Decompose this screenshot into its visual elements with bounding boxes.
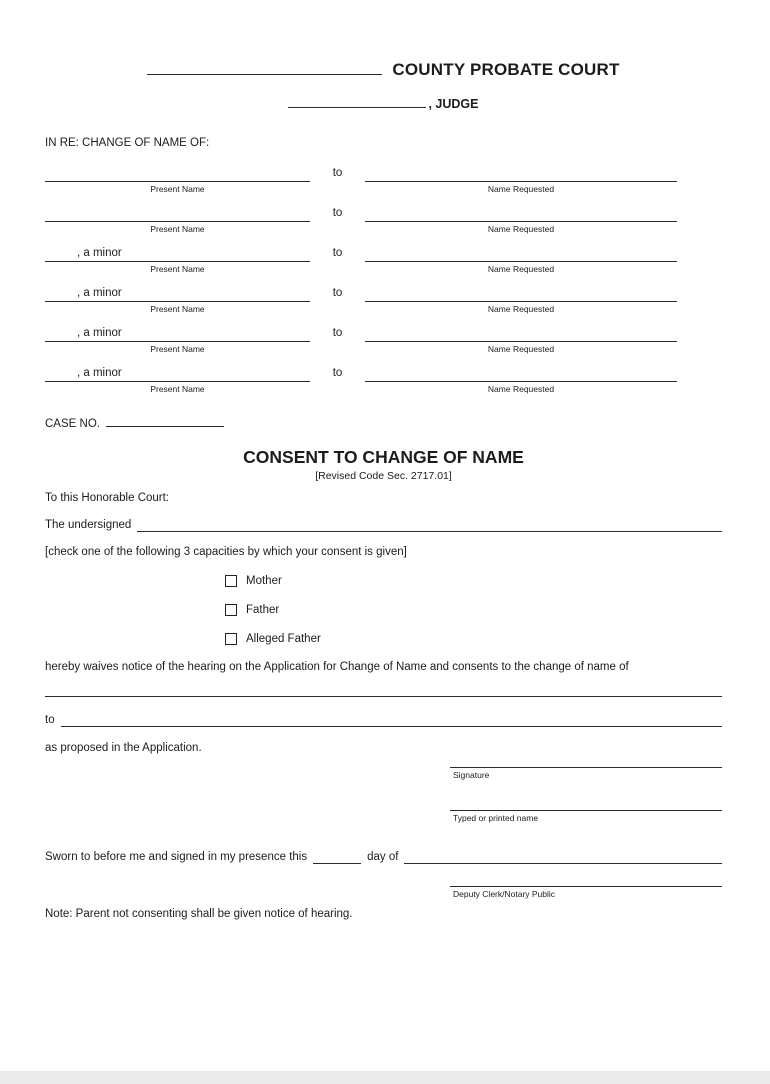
form-title: CONSENT TO CHANGE OF NAME bbox=[243, 447, 524, 467]
name-row bbox=[45, 285, 722, 315]
sworn-text: Sworn to before me and signed in my presence this bbox=[45, 851, 308, 863]
father-checkbox[interactable] bbox=[225, 604, 237, 616]
notary-label: Deputy Clerk/Notary Public bbox=[453, 889, 556, 899]
to-connector: to bbox=[332, 287, 343, 299]
to-connector: to bbox=[332, 247, 343, 259]
name-row bbox=[45, 165, 722, 195]
name-requested-label: Name Requested bbox=[487, 264, 555, 274]
name-requested-line[interactable] bbox=[365, 325, 677, 342]
name-row bbox=[45, 245, 722, 275]
name-requested-label: Name Requested bbox=[487, 304, 555, 314]
name-requested-label: Name Requested bbox=[487, 384, 555, 394]
undersigned-label: The undersigned bbox=[45, 519, 132, 531]
judge-name-line[interactable] bbox=[288, 94, 426, 108]
name-requested-line[interactable] bbox=[365, 245, 677, 262]
alleged-father-checkbox[interactable] bbox=[225, 633, 237, 645]
mother-checkbox-label: Mother bbox=[246, 575, 282, 587]
month-year-line[interactable] bbox=[404, 850, 722, 864]
page-bottom-edge bbox=[0, 1071, 770, 1084]
proposed-text: as proposed in the Application. bbox=[45, 742, 202, 754]
notary-block bbox=[450, 873, 722, 900]
present-name-line[interactable] bbox=[45, 245, 310, 262]
in-re-heading: IN RE: CHANGE OF NAME OF: bbox=[45, 137, 210, 149]
capacity-list bbox=[225, 574, 722, 646]
typed-name-line[interactable] bbox=[450, 797, 722, 811]
name-requested-line[interactable] bbox=[365, 205, 677, 222]
present-name-label: Present Name bbox=[150, 224, 205, 234]
minor-prefix: , a minor bbox=[77, 327, 122, 339]
judge-header bbox=[45, 94, 722, 111]
signature-label: Signature bbox=[453, 770, 490, 780]
name-requested-line[interactable] bbox=[365, 285, 677, 302]
sworn-row bbox=[45, 850, 722, 865]
name-requested-label: Name Requested bbox=[487, 184, 555, 194]
alleged-father-checkbox-label: Alleged Father bbox=[246, 633, 321, 645]
signature-line[interactable] bbox=[450, 754, 722, 768]
notary-line[interactable] bbox=[450, 873, 722, 887]
present-name-label: Present Name bbox=[150, 264, 205, 274]
name-rows bbox=[45, 165, 722, 395]
mother-checkbox[interactable] bbox=[225, 575, 237, 587]
name-of-line[interactable] bbox=[45, 685, 722, 697]
capacity-item-alleged-father bbox=[225, 632, 722, 646]
signature-block bbox=[450, 754, 722, 824]
present-name-line[interactable] bbox=[45, 325, 310, 342]
consent-form-document bbox=[0, 60, 770, 1084]
present-name-line[interactable] bbox=[45, 205, 310, 222]
name-row bbox=[45, 365, 722, 395]
to-label: to bbox=[45, 714, 55, 726]
minor-prefix: , a minor bbox=[77, 287, 122, 299]
name-requested-line[interactable] bbox=[365, 365, 677, 382]
court-header bbox=[45, 60, 722, 80]
day-line[interactable] bbox=[313, 850, 361, 864]
present-name-line[interactable] bbox=[45, 365, 310, 382]
to-row bbox=[45, 711, 722, 728]
typed-name-label: Typed or printed name bbox=[453, 813, 539, 823]
court-title: COUNTY PROBATE COURT bbox=[392, 60, 620, 79]
to-connector: to bbox=[332, 207, 343, 219]
to-connector: to bbox=[332, 167, 343, 179]
case-number-line[interactable] bbox=[106, 413, 224, 427]
to-line[interactable] bbox=[61, 713, 722, 727]
minor-prefix: , a minor bbox=[77, 247, 122, 259]
capacity-item-father bbox=[225, 603, 722, 617]
present-name-line[interactable] bbox=[45, 285, 310, 302]
father-checkbox-label: Father bbox=[246, 604, 280, 616]
minor-prefix: , a minor bbox=[77, 367, 122, 379]
note-text: Note: Parent not consenting shall be given notice of hearing. bbox=[45, 908, 353, 920]
name-requested-label: Name Requested bbox=[487, 224, 555, 234]
present-name-label: Present Name bbox=[150, 344, 205, 354]
waiver-text: hereby waives notice of the hearing on the Application for Change of Name and consents to the change of name of bbox=[45, 661, 629, 673]
day-of-text: day of bbox=[367, 851, 399, 863]
present-name-label: Present Name bbox=[150, 304, 205, 314]
present-name-line[interactable] bbox=[45, 165, 310, 182]
name-requested-line[interactable] bbox=[365, 165, 677, 182]
to-connector: to bbox=[332, 327, 343, 339]
capacity-item-mother bbox=[225, 574, 722, 588]
name-row bbox=[45, 325, 722, 355]
capacity-instruction: [check one of the following 3 capacities by which your consent is given] bbox=[45, 546, 407, 558]
case-number-row bbox=[45, 413, 722, 433]
undersigned-name-line[interactable] bbox=[137, 518, 722, 532]
name-requested-label: Name Requested bbox=[487, 344, 555, 354]
revised-code-subtitle: [Revised Code Sec. 2717.01] bbox=[315, 470, 452, 482]
undersigned-row bbox=[45, 516, 722, 533]
to-connector: to bbox=[332, 367, 343, 379]
county-name-line[interactable] bbox=[147, 61, 382, 75]
present-name-label: Present Name bbox=[150, 384, 205, 394]
name-row bbox=[45, 205, 722, 235]
salutation: To this Honorable Court: bbox=[45, 492, 170, 504]
case-number-label: CASE NO. bbox=[45, 418, 100, 430]
present-name-label: Present Name bbox=[150, 184, 205, 194]
judge-label: , JUDGE bbox=[428, 97, 479, 111]
